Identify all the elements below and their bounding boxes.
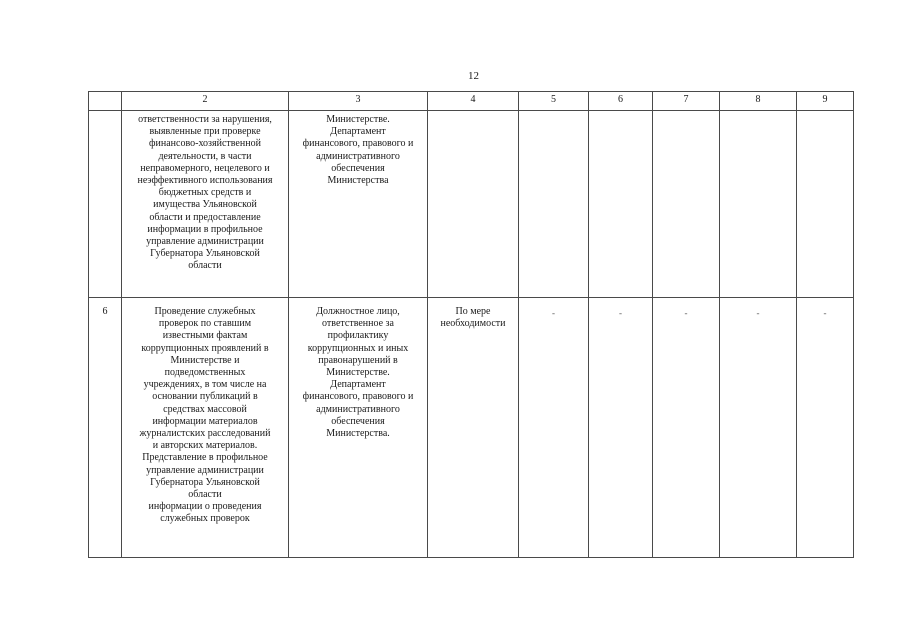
col9-cell bbox=[797, 298, 854, 558]
header-cell-3: 3 bbox=[289, 92, 428, 111]
row-number-cell bbox=[89, 111, 122, 298]
dash-mark: - bbox=[552, 308, 555, 318]
table-row bbox=[89, 111, 854, 298]
col6-cell bbox=[589, 298, 653, 558]
header-cell-9: 9 bbox=[797, 92, 854, 111]
header-cell-6: 6 bbox=[589, 92, 653, 111]
row-number-cell: 6 bbox=[89, 298, 122, 558]
plan-table bbox=[88, 91, 854, 558]
page-number: 12 bbox=[468, 70, 479, 82]
measure-cell: ответственности за нарушения, выявленные при проверке финансово-хозяйственной деятельности, в части неправомерного, нецелевого и неэффективного использования бюджетных средств и имущества Ульяновской области и предоставление информации в профильное управление администрации Губернатора Ульяновской области bbox=[122, 111, 289, 298]
col8-cell bbox=[720, 298, 797, 558]
col8-cell bbox=[720, 111, 797, 298]
table-header-row bbox=[89, 92, 854, 111]
responsible-cell: Министерстве. Департамент финансового, правового и административного обеспечения Министерства bbox=[289, 111, 428, 298]
header-cell-8: 8 bbox=[720, 92, 797, 111]
header-cell-5: 5 bbox=[519, 92, 589, 111]
col5-cell bbox=[519, 298, 589, 558]
col9-cell bbox=[797, 111, 854, 298]
deadline-cell: По мере необходимости bbox=[428, 298, 519, 558]
dash-mark: - bbox=[619, 308, 622, 318]
header-cell-1 bbox=[89, 92, 122, 111]
dash-mark: - bbox=[684, 308, 688, 318]
table-row bbox=[89, 298, 854, 558]
dash-mark: - bbox=[823, 308, 827, 318]
measure-cell: Проведение служебных проверок по ставшим известными фактам коррупционных проявлений в Министерстве и подведомственных учреждениях, в том числе на основании публикаций в средствах массовой информации материалов журналистских расследований и авторских материалов. Представление в профильное управление администрации Губернатора Ульяновской области информации о проведения служебных проверок bbox=[122, 298, 289, 558]
header-cell-7: 7 bbox=[653, 92, 720, 111]
col5-cell bbox=[519, 111, 589, 298]
deadline-cell bbox=[428, 111, 519, 298]
dash-mark: - bbox=[756, 308, 760, 318]
col7-cell bbox=[653, 111, 720, 298]
header-cell-4: 4 bbox=[428, 92, 519, 111]
col6-cell bbox=[589, 111, 653, 298]
header-cell-2: 2 bbox=[122, 92, 289, 111]
col7-cell bbox=[653, 298, 720, 558]
responsible-cell: Должностное лицо, ответственное за профилактику коррупционных и иных правонарушений в Министерстве. Департамент финансового, правового и административного обеспечения Министерства. bbox=[289, 298, 428, 558]
